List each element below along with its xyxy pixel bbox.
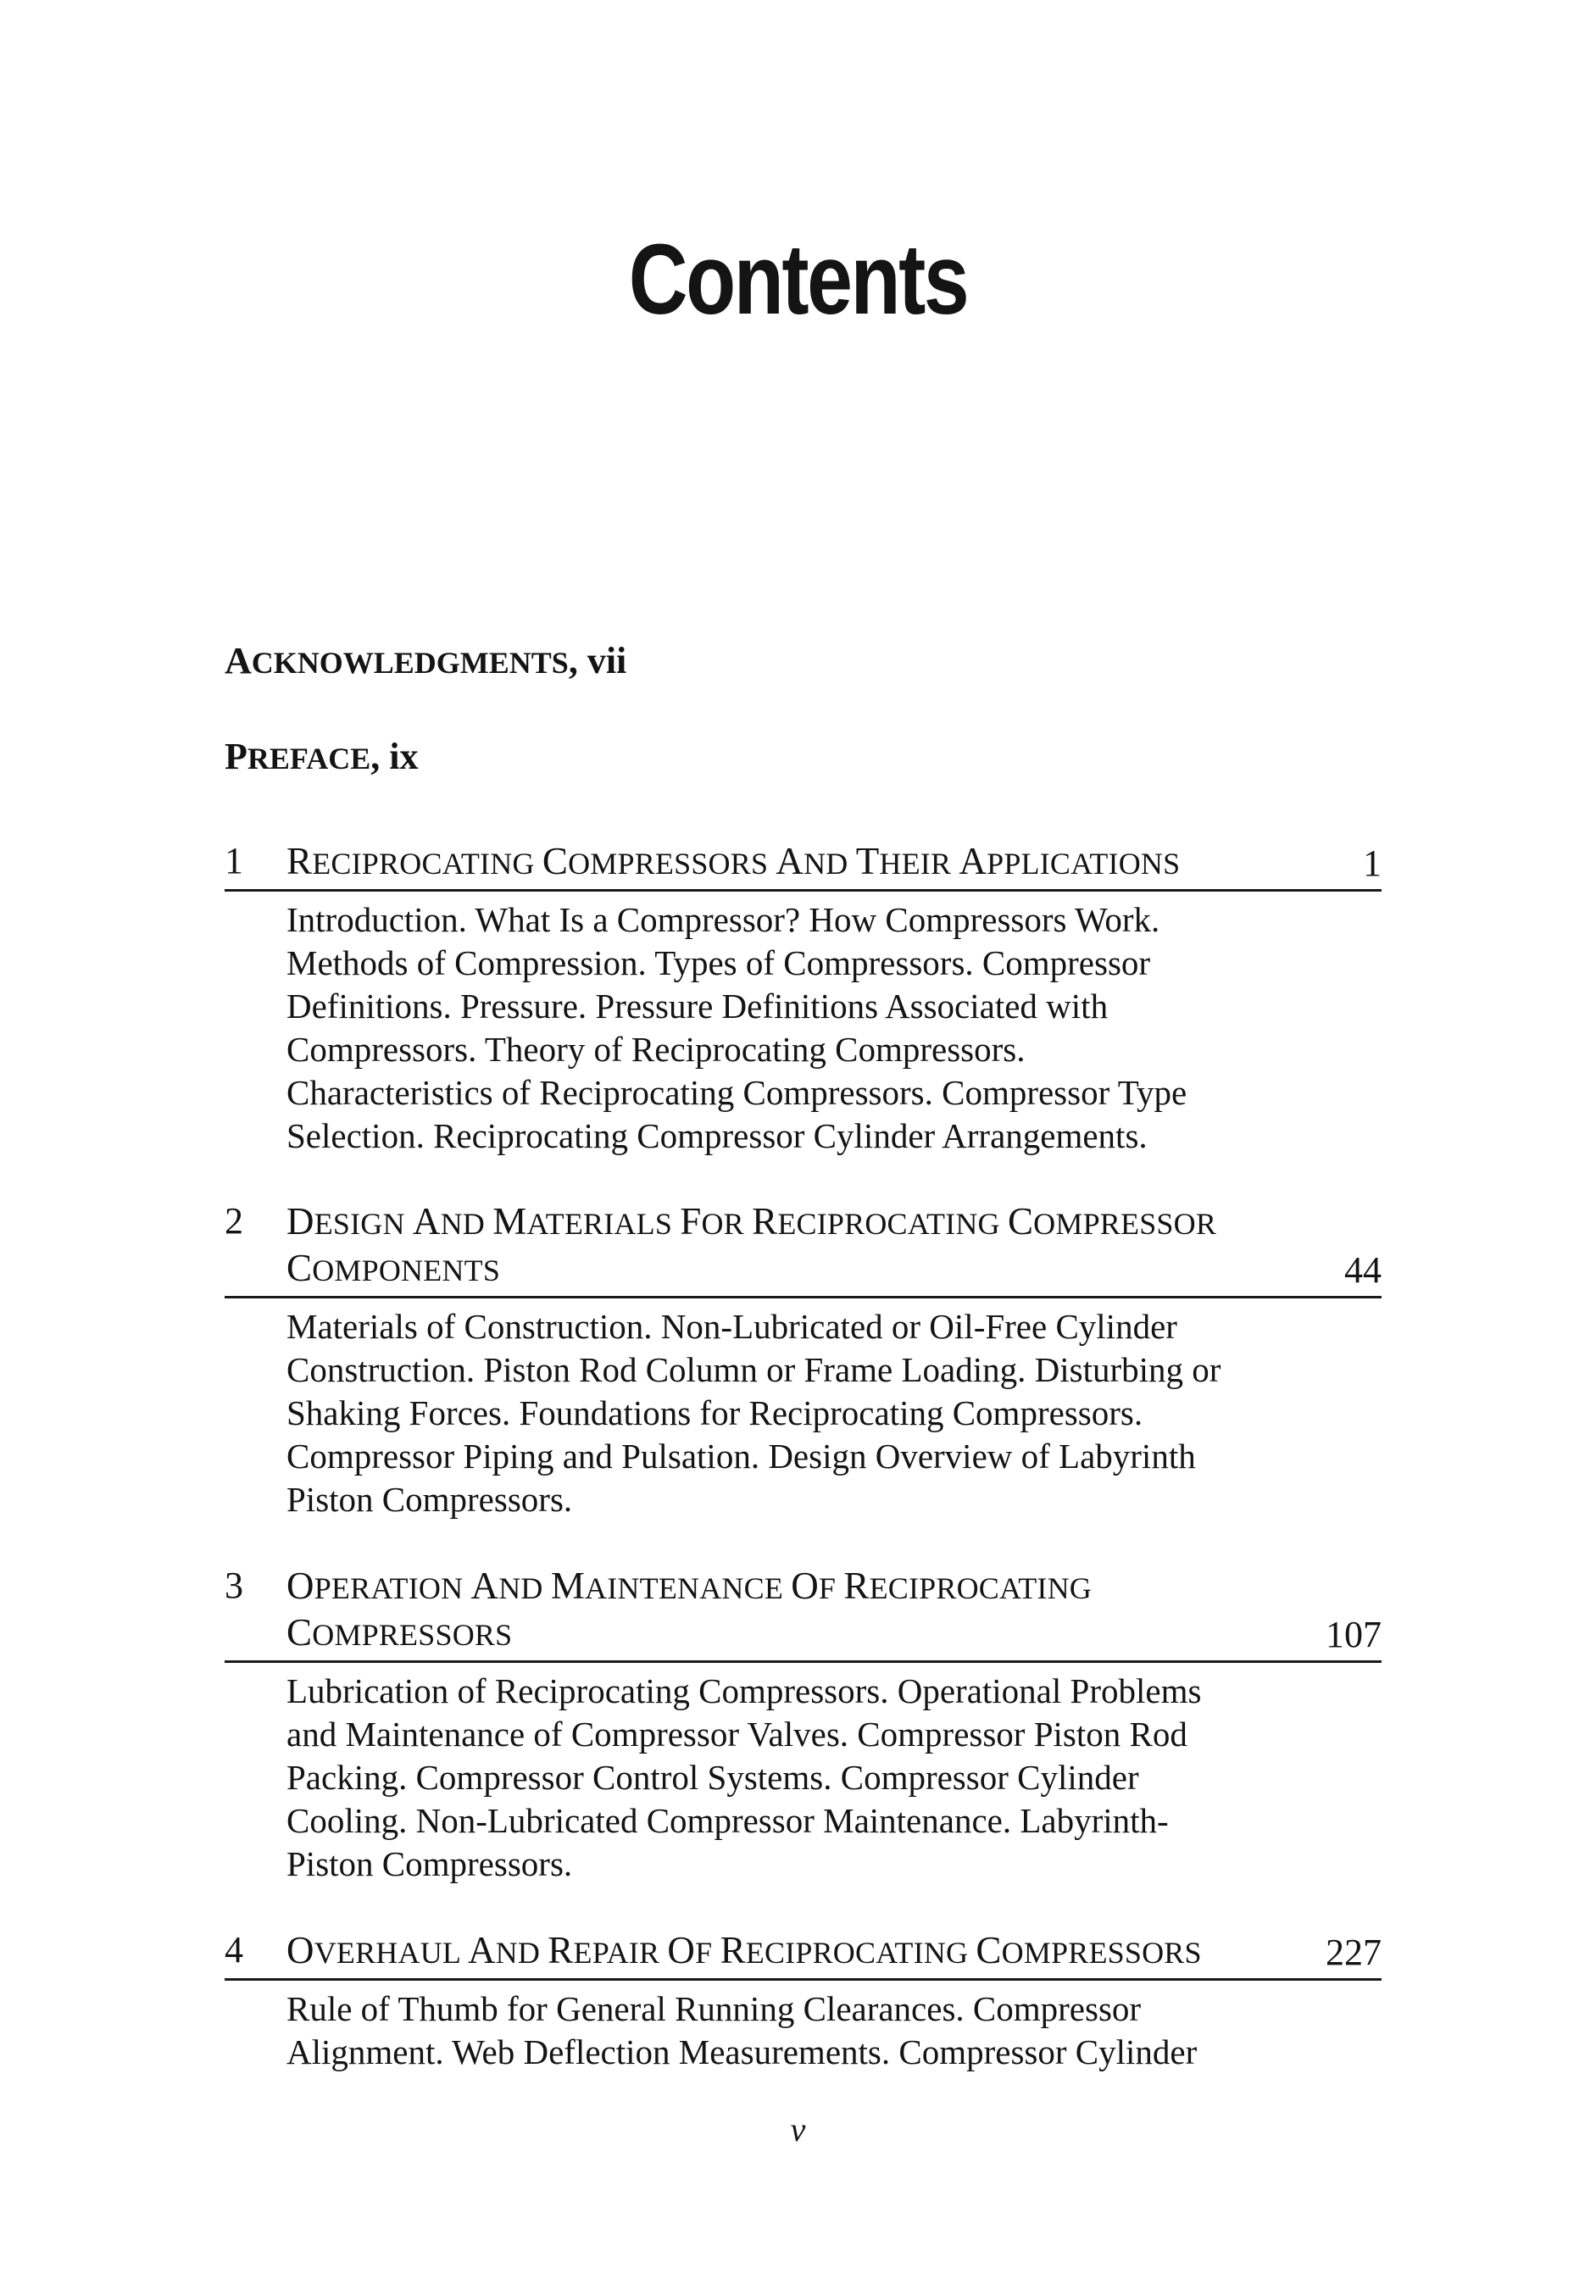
description-line: Alignment. Web Deflection Measurements. Compressor Cylinder xyxy=(286,2032,1198,2071)
description-line: Selection. Reciprocating Compressor Cylinder Arrangements. xyxy=(286,1116,1148,1155)
chapter-title-line: RECIPROCATING COMPRESSORS AND THEIR APPLICATIONS xyxy=(286,840,1181,882)
chapter-title-line: OPERATION AND MAINTENANCE OF RECIPROCATING xyxy=(286,1565,1092,1607)
chapter-title-line: COMPRESSORS xyxy=(286,1611,513,1654)
chapter-heading[interactable] xyxy=(225,1928,1382,1981)
chapter-page-number: 107 xyxy=(1326,1614,1382,1655)
chapter-number: 3 xyxy=(225,1565,243,1606)
chapter-description xyxy=(286,1305,1382,1521)
page-folio: v xyxy=(790,2110,806,2149)
chapter-page-number: 227 xyxy=(1326,1932,1382,1973)
chapter-number: 2 xyxy=(225,1200,243,1242)
description-line: Compressor Piping and Pulsation. Design Overview of Labyrinth xyxy=(286,1437,1196,1476)
description-line: Characteristics of Reciprocating Compressors. Compressor Type xyxy=(286,1073,1187,1112)
entry-label-rest: CKNOWLEDGMENTS xyxy=(251,646,569,680)
chapter-heading[interactable] xyxy=(225,1564,1382,1663)
description-line: Packing. Compressor Control Systems. Compressor Cylinder xyxy=(286,1758,1139,1797)
description-line: Compressors. Theory of Reciprocating Compressors. xyxy=(286,1030,1026,1069)
chapter-page-number: 44 xyxy=(1344,1249,1382,1291)
entry-label-first: P xyxy=(225,736,247,777)
description-line: Rule of Thumb for General Running Clearances. Compressor xyxy=(286,1989,1142,2028)
chapter-title xyxy=(286,839,1271,886)
chapter-description xyxy=(286,1670,1382,1886)
description-line: Piston Compressors. xyxy=(286,1844,573,1883)
description-line: Piston Compressors. xyxy=(286,1480,573,1519)
description-line: Construction. Piston Rod Column or Frame Loading. Disturbing or xyxy=(286,1350,1221,1389)
toc-chapter-4 xyxy=(225,1928,1382,2074)
chapter-title xyxy=(286,1199,1271,1293)
chapter-page-number: 1 xyxy=(1363,842,1382,884)
entry-label-first: A xyxy=(225,640,252,681)
chapter-title-line: COMPONENTS xyxy=(286,1247,501,1289)
entry-label-rest: REFACE xyxy=(247,742,371,776)
chapter-description xyxy=(286,898,1382,1158)
toc-chapter-2 xyxy=(225,1199,1382,1521)
entry-page: , ix xyxy=(370,736,419,777)
description-line: Introduction. What Is a Compressor? How Compressors Work. xyxy=(286,900,1160,939)
toc-chapter-1 xyxy=(225,839,1382,1158)
chapter-heading[interactable] xyxy=(225,839,1382,892)
chapter-title-line: OVERHAUL AND REPAIR OF RECIPROCATING COMPRESSORS xyxy=(286,1929,1202,1971)
page-title: Contents xyxy=(628,224,968,336)
description-line: Lubrication of Reciprocating Compressors. Operational Problems xyxy=(286,1671,1202,1710)
description-line: Methods of Compression. Types of Compressors. Compressor xyxy=(286,943,1151,982)
toc-chapter-3 xyxy=(225,1564,1382,1886)
description-line: and Maintenance of Compressor Valves. Compressor Piston Rod xyxy=(286,1715,1187,1754)
chapter-title xyxy=(286,1564,1271,1657)
chapter-heading[interactable] xyxy=(225,1199,1382,1298)
chapter-title-line: DESIGN AND MATERIALS FOR RECIPROCATING COMPRESSOR xyxy=(286,1200,1217,1243)
description-line: Materials of Construction. Non-Lubricated or Oil-Free Cylinder xyxy=(286,1307,1177,1346)
toc-entry-acknowledgments[interactable] xyxy=(225,637,626,687)
description-line: Definitions. Pressure. Pressure Definitions Associated with xyxy=(286,987,1109,1026)
chapter-number: 1 xyxy=(225,840,243,881)
toc-entry-preface[interactable] xyxy=(225,733,418,782)
entry-page: , vii xyxy=(568,640,627,681)
description-line: Shaking Forces. Foundations for Reciprocating Compressors. xyxy=(286,1393,1143,1432)
chapter-number: 4 xyxy=(225,1929,243,1971)
description-line: Cooling. Non-Lubricated Compressor Maintenance. Labyrinth- xyxy=(286,1801,1169,1840)
chapter-title xyxy=(286,1928,1271,1975)
chapter-description xyxy=(286,1987,1382,2074)
